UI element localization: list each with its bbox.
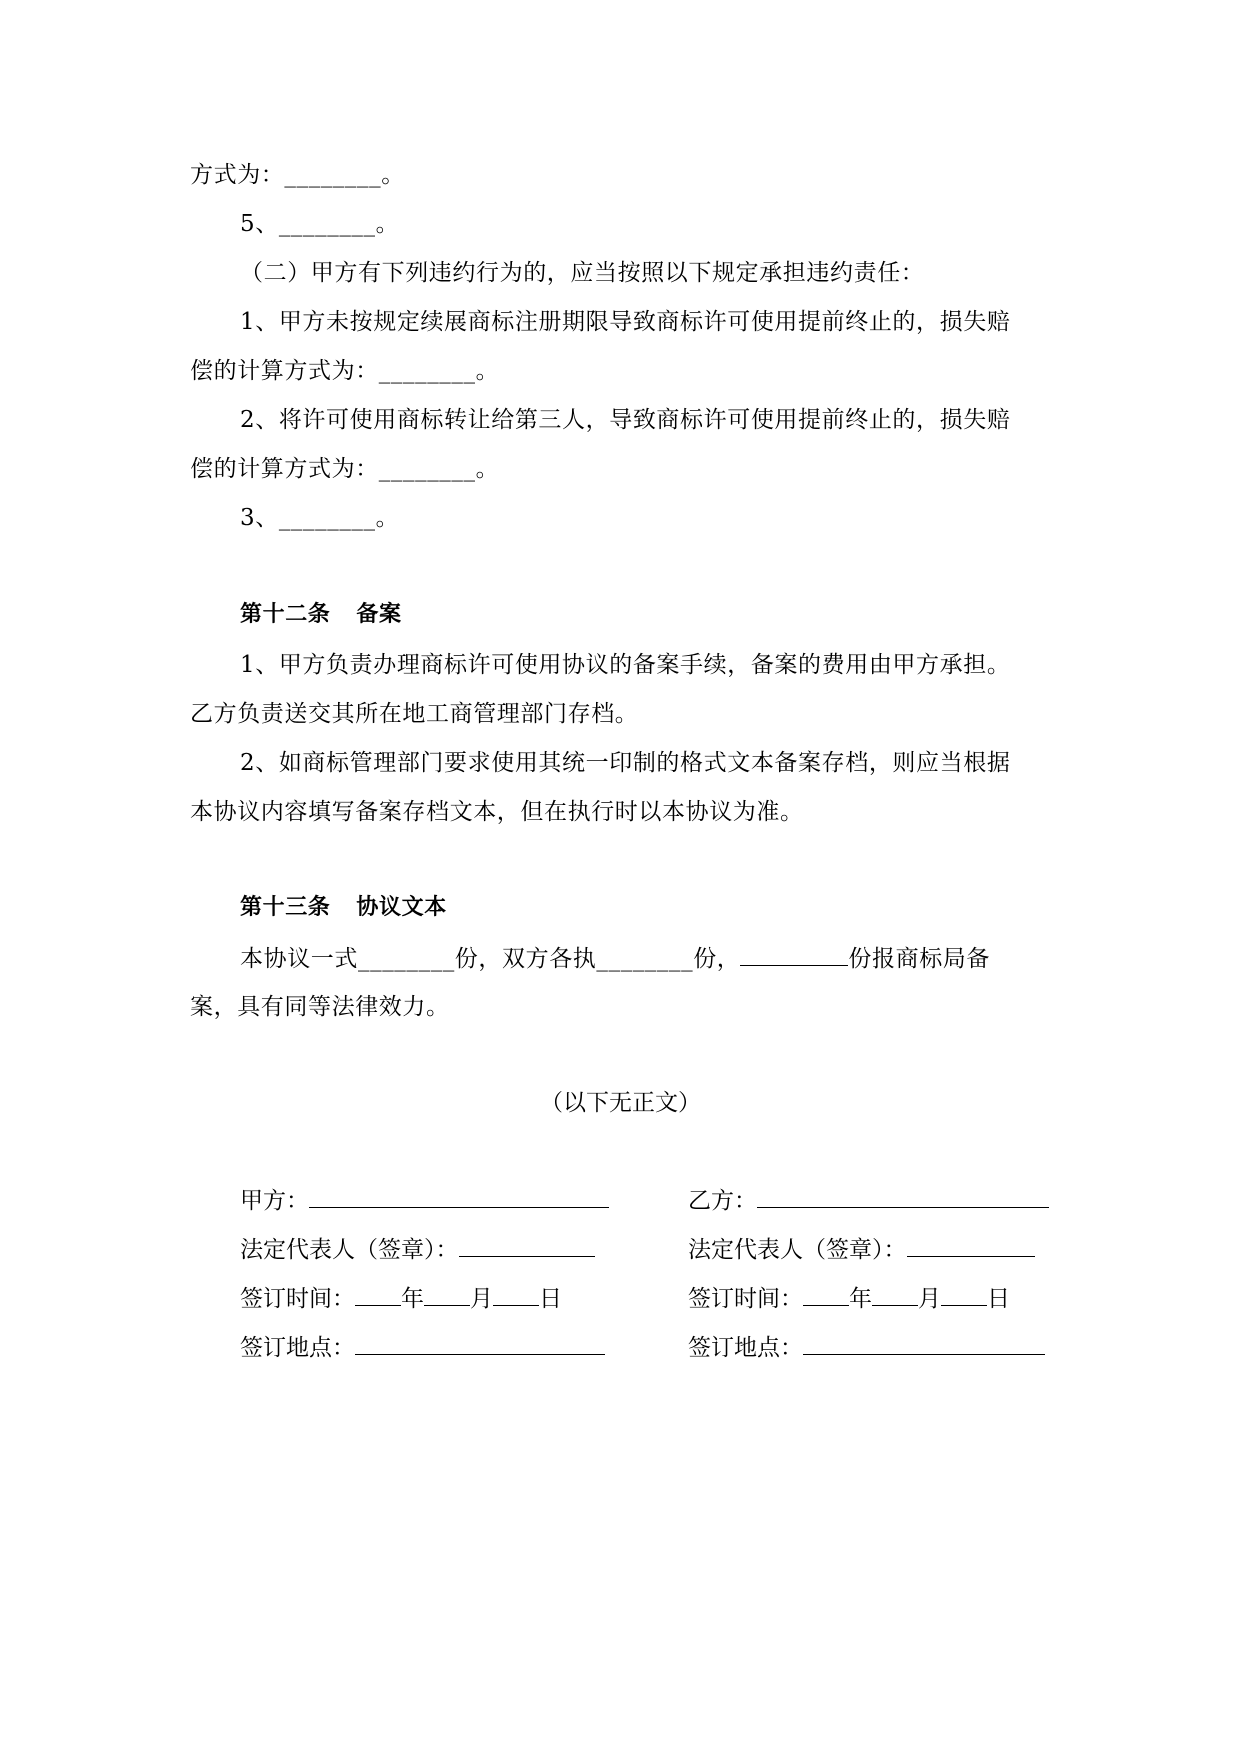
paragraph-line bbox=[240, 943, 990, 974]
clause-line: 偿的计算方式为：________。 bbox=[190, 358, 500, 384]
end-of-text-note: （以下无正文） bbox=[540, 1090, 701, 1116]
signature-line bbox=[757, 1185, 1049, 1208]
day-label: 日 bbox=[987, 1286, 1010, 1312]
party-b-row bbox=[688, 1185, 1049, 1216]
month-label: 月 bbox=[918, 1286, 941, 1312]
clause-line: 2、将许可使用商标转让给第三人，导致商标许可使用提前终止的，损失赔 bbox=[240, 407, 1011, 433]
party-b-label: 乙方： bbox=[688, 1188, 757, 1214]
paragraph-line: 案，具有同等法律效力。 bbox=[190, 994, 450, 1020]
month-label: 月 bbox=[470, 1286, 493, 1312]
day-blank bbox=[941, 1283, 987, 1306]
party-b-date-row bbox=[688, 1283, 1010, 1314]
clause-line: 5、________。 bbox=[240, 211, 400, 237]
party-b-place-row bbox=[688, 1332, 1045, 1363]
place-label: 签订地点： bbox=[240, 1335, 355, 1361]
day-label: 日 bbox=[539, 1286, 562, 1312]
month-blank bbox=[424, 1283, 470, 1306]
paragraph-line: 本协议内容填写备案存档文本，但在执行时以本协议为准。 bbox=[190, 799, 804, 825]
month-blank bbox=[872, 1283, 918, 1306]
date-label: 签订时间： bbox=[240, 1286, 355, 1312]
signature-line bbox=[803, 1332, 1045, 1355]
rep-label: 法定代表人（签章）： bbox=[688, 1237, 907, 1263]
paragraph-line: 乙方负责送交其所在地工商管理部门存档。 bbox=[190, 701, 639, 727]
article-title: 备案 bbox=[356, 602, 402, 627]
signature-line bbox=[907, 1234, 1035, 1257]
year-label: 年 bbox=[401, 1286, 424, 1312]
clause-line: （二）甲方有下列违约行为的，应当按照以下规定承担违约责任： bbox=[240, 260, 925, 286]
place-label: 签订地点： bbox=[688, 1335, 803, 1361]
clause-line: 3、________。 bbox=[240, 505, 400, 531]
copies-text: 本协议一式________份，双方各执________份， bbox=[240, 946, 741, 972]
article-12-heading bbox=[240, 600, 402, 630]
date-label: 签订时间： bbox=[688, 1286, 803, 1312]
party-b-rep-row bbox=[688, 1234, 1035, 1265]
party-a-date-row bbox=[240, 1283, 562, 1314]
year-label: 年 bbox=[849, 1286, 872, 1312]
rep-label: 法定代表人（签章）： bbox=[240, 1237, 459, 1263]
year-blank bbox=[355, 1283, 401, 1306]
article-number: 第十二条 bbox=[240, 602, 331, 627]
blank-line bbox=[740, 943, 848, 966]
party-a-label: 甲方： bbox=[240, 1188, 309, 1214]
day-blank bbox=[493, 1283, 539, 1306]
party-a-row bbox=[240, 1185, 609, 1216]
party-a-rep-row bbox=[240, 1234, 595, 1265]
article-13-heading bbox=[240, 893, 447, 923]
paragraph-line: 1、甲方负责办理商标许可使用协议的备案手续，备案的费用由甲方承担。 bbox=[240, 652, 1011, 678]
article-title: 协议文本 bbox=[356, 895, 447, 920]
paragraph-line: 2、如商标管理部门要求使用其统一印制的格式文本备案存档，则应当根据 bbox=[240, 750, 1011, 776]
article-number: 第十三条 bbox=[240, 895, 331, 920]
year-blank bbox=[803, 1283, 849, 1306]
party-a-place-row bbox=[240, 1332, 605, 1363]
clause-line: 偿的计算方式为：________。 bbox=[190, 456, 500, 482]
copies-text-end: 份报商标局备 bbox=[848, 946, 991, 972]
signature-line bbox=[459, 1234, 595, 1257]
clause-line: 方式为：________。 bbox=[190, 162, 405, 188]
signature-line bbox=[309, 1185, 609, 1208]
clause-line: 1、甲方未按规定续展商标注册期限导致商标许可使用提前终止的，损失赔 bbox=[240, 309, 1011, 335]
signature-line bbox=[355, 1332, 605, 1355]
